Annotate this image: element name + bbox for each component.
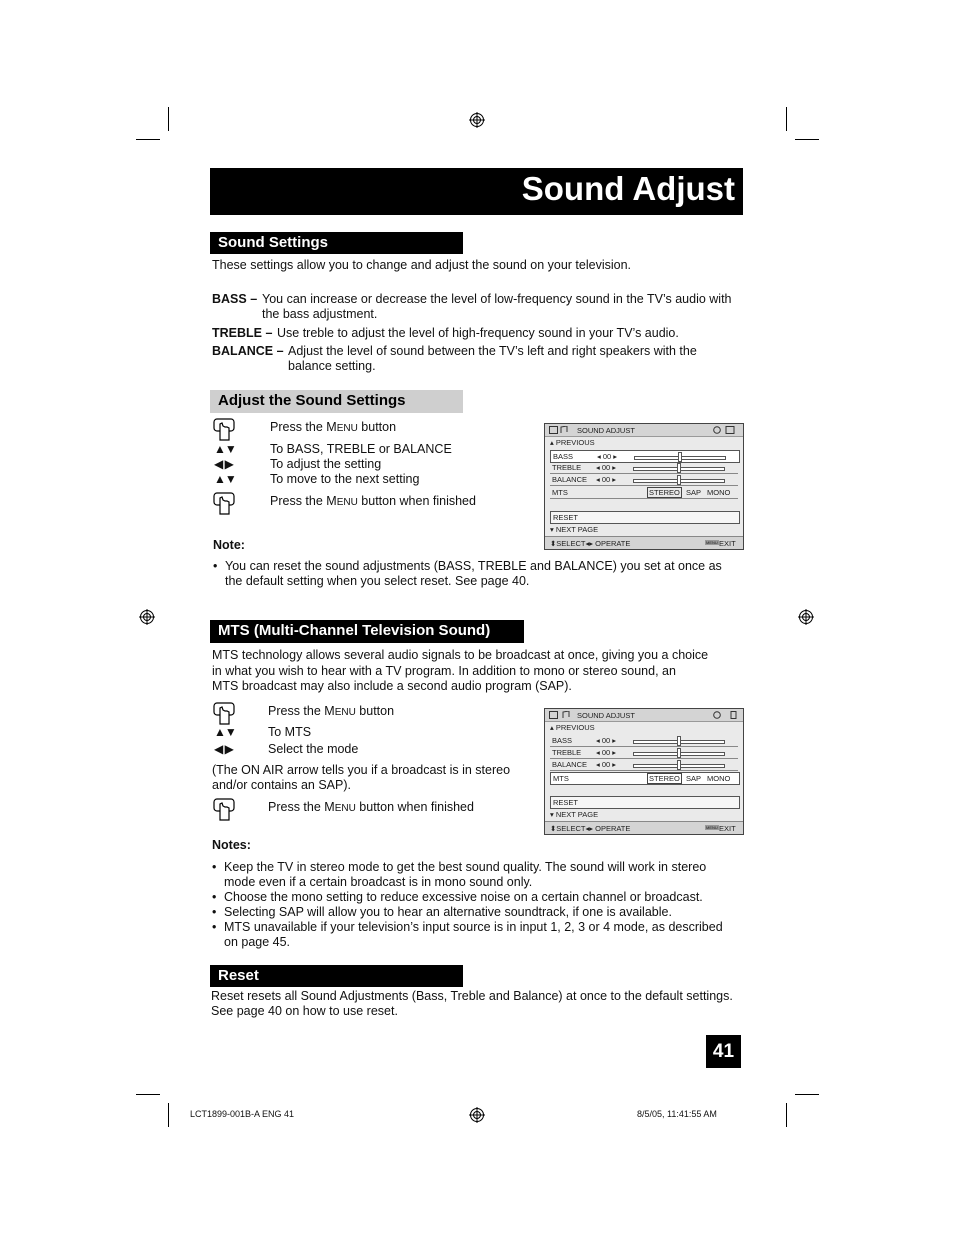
osd-sound-adjust-menu (544, 423, 744, 550)
sap-option[interactable]: SAP (686, 488, 702, 497)
section-heading-reset: Reset (210, 965, 463, 987)
crop-mark (136, 139, 160, 140)
note-text: Keep the TV in stereo mode to get the best sound quality. The sound will work in stereo (224, 860, 707, 874)
registration-mark-icon (469, 1107, 485, 1123)
remote-hand-icon (213, 418, 235, 442)
stereo-option[interactable]: STEREO (649, 488, 680, 497)
treble-label: TREBLE – (212, 326, 273, 340)
mts-intro: MTS broadcast may also include a second audio program (SAP). (212, 679, 572, 693)
osd-previous[interactable]: ▴ PREVIOUS (550, 438, 595, 447)
remote-hand-icon (213, 492, 235, 516)
note-text: the default setting when you select reset. See page 40. (225, 574, 530, 588)
osd-balance-row[interactable]: BALANCE ◂ 00 ▸ (550, 759, 738, 771)
osd-bass-row[interactable]: BASS ◂ 00 ▸ (550, 735, 738, 747)
osd-treble-row[interactable]: TREBLE ◂ 00 ▸ (550, 462, 738, 474)
section-heading-mts: MTS (Multi-Channel Television Sound) (210, 620, 524, 643)
sap-option[interactable]: SAP (686, 774, 702, 783)
tv-icon (549, 711, 573, 719)
mts-step-3: Select the mode (268, 742, 359, 756)
balance-text: balance setting. (288, 359, 376, 373)
tv-icon (549, 426, 569, 434)
osd-mts-menu (544, 708, 744, 835)
osd-next-page[interactable]: ▾ NEXT PAGE (550, 525, 599, 534)
osd-header: SOUND ADJUST (545, 424, 743, 437)
crop-mark (795, 1094, 819, 1095)
clock-icon (713, 711, 739, 719)
crop-mark (786, 1103, 787, 1127)
stereo-option[interactable]: STEREO (649, 774, 680, 783)
adjust-step-4: To move to the next setting (270, 472, 420, 486)
bullet: • (212, 860, 217, 874)
bass-label: BASS – (212, 292, 258, 306)
adjust-step-5: Press the MENU button when finished (270, 494, 476, 508)
osd-bass-row[interactable]: BASS ◂ 00 ▸ (550, 450, 740, 463)
adjust-step-2: To BASS, TREBLE or BALANCE (270, 442, 452, 456)
treble-text: Use treble to adjust the level of high-frequency sound in your TV’s audio. (277, 326, 679, 340)
page-title-bar (210, 168, 743, 215)
osd-reset-row[interactable]: RESET (550, 511, 740, 524)
mts-intro: MTS technology allows several audio signals to be broadcast at once, giving you a choice (212, 648, 709, 662)
osd-mts-row[interactable]: MTS STEREO SAP MONO (550, 772, 740, 785)
notes-heading: Notes: (212, 838, 251, 852)
registration-mark-icon (469, 112, 485, 128)
mono-option[interactable]: MONO (707, 774, 731, 783)
up-down-arrows-icon: ▲▼ (214, 725, 236, 739)
reset-text: Reset resets all Sound Adjustments (Bass, Treble and Balance) at once to the default settings. (211, 989, 733, 1003)
note-text: MTS unavailable if your television’s input source is in input 1, 2, 3 or 4 mode, as described (224, 920, 723, 934)
osd-next-page[interactable]: ▾ NEXT PAGE (550, 810, 599, 819)
note-heading: Note: (213, 538, 245, 552)
note-text: Selecting SAP will allow you to hear an alternative soundtrack, if one is available. (224, 905, 672, 919)
adjust-step-3: To adjust the setting (270, 457, 382, 471)
osd-treble-row[interactable]: TREBLE ◂ 00 ▸ (550, 747, 738, 759)
mts-step-4: Press the MENU button when finished (268, 800, 474, 814)
page-number: 41 (706, 1035, 741, 1068)
mts-step-2: To MTS (268, 725, 312, 739)
registration-mark-icon (139, 609, 155, 625)
osd-footer: ⬍SELECT◂▸ OPERATE MENU EXIT (545, 536, 743, 549)
bass-text: the bass adjustment. (262, 307, 378, 321)
mono-option[interactable]: MONO (707, 488, 731, 497)
crop-mark (786, 107, 787, 131)
crop-mark (136, 1094, 160, 1095)
osd-header: SOUND ADJUST (545, 709, 743, 722)
footer-slug-left: LCT1899-001B-A ENG 41 (190, 1109, 295, 1119)
remote-hand-icon (213, 702, 235, 726)
bullet: • (213, 559, 218, 573)
note-text: mode even if a certain broadcast is in mono sound only. (224, 875, 533, 889)
bullet: • (212, 890, 217, 904)
crop-mark (168, 1103, 169, 1127)
balance-label: BALANCE – (212, 344, 284, 358)
up-down-arrows-icon: ▲▼ (214, 472, 236, 486)
onair-text: and/or contains an SAP). (212, 778, 351, 792)
osd-mts-row[interactable]: MTS STEREO SAP MONO (550, 487, 738, 499)
adjust-step-1: Press the MENU button (270, 420, 397, 434)
mts-step-1: Press the MENU button (268, 704, 395, 718)
osd-reset-row[interactable]: RESET (550, 796, 740, 809)
note-text: on page 45. (224, 935, 291, 949)
section-heading-adjust: Adjust the Sound Settings (210, 390, 463, 413)
registration-mark-icon (798, 609, 814, 625)
balance-text: Adjust the level of sound between the TV’s left and right speakers with the (288, 344, 697, 358)
up-down-arrows-icon: ▲▼ (214, 442, 236, 456)
onair-text: (The ON AIR arrow tells you if a broadcast is in stereo (212, 763, 511, 777)
footer-slug-right: 8/5/05, 11:41:55 AM (637, 1109, 717, 1119)
reset-text: See page 40 on how to use reset. (211, 1004, 398, 1018)
osd-footer: ⬍SELECT◂▸ OPERATE MENU EXIT (545, 821, 743, 834)
osd-balance-row[interactable]: BALANCE ◂ 00 ▸ (550, 474, 738, 486)
osd-previous[interactable]: ▴ PREVIOUS (550, 723, 595, 732)
section-heading-sound-settings: Sound Settings (210, 232, 463, 254)
remote-hand-icon (213, 798, 235, 822)
left-right-arrows-icon: ◀ ▶ (214, 457, 233, 471)
note-text: You can reset the sound adjustments (BASS, TREBLE and BALANCE) you set at once as (225, 559, 722, 573)
crop-mark (795, 139, 819, 140)
bullet: • (212, 905, 217, 919)
clock-icon (713, 426, 737, 434)
mts-intro: in what you wish to hear with a TV program. In addition to mono or stereo sound, an (212, 664, 676, 678)
left-right-arrows-icon: ◀ ▶ (214, 742, 233, 756)
note-text: Choose the mono setting to reduce excessive noise on a certain channel or broadcast. (224, 890, 703, 904)
bullet: • (212, 920, 217, 934)
crop-mark (168, 107, 169, 131)
bass-text: You can increase or decrease the level of low-frequency sound in the TV’s audio with (262, 292, 732, 306)
page-title: Sound Adjust (521, 170, 735, 207)
sound-settings-intro: These settings allow you to change and adjust the sound on your television. (212, 258, 632, 272)
